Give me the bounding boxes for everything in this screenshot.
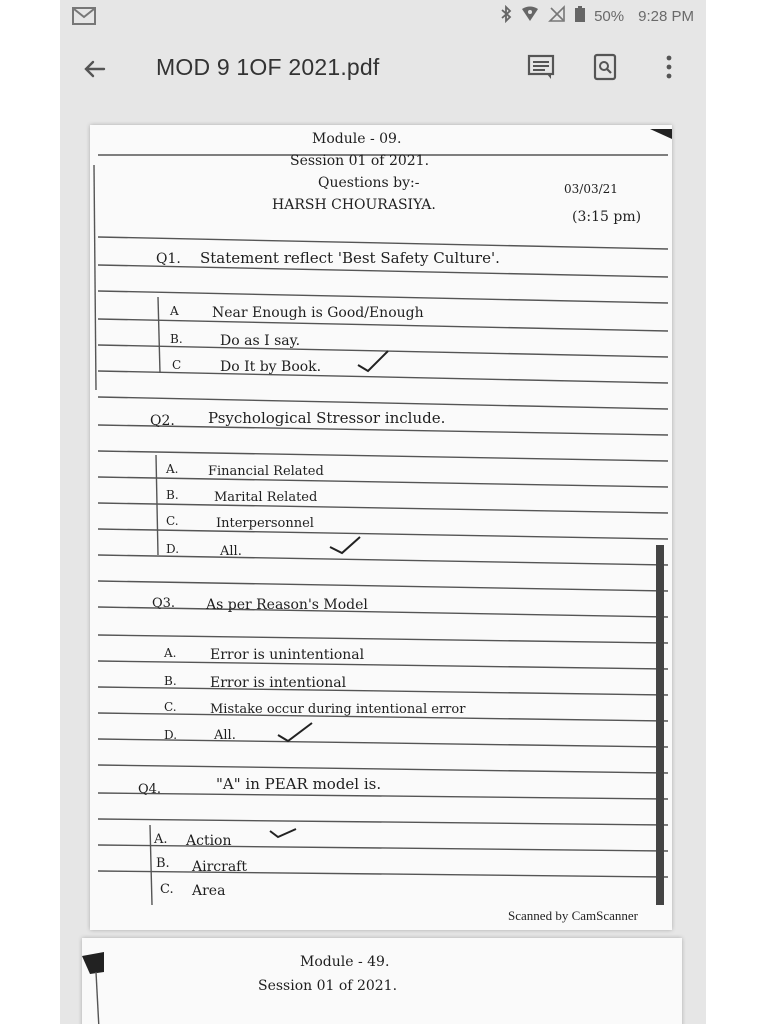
q4-checkmark — [270, 829, 296, 837]
question-3-text: As per Reason's Model — [206, 597, 368, 613]
clock: 9:28 PM — [638, 7, 694, 25]
question-4-text: "A" in PEAR model is. — [216, 775, 382, 793]
left-frame — [0, 0, 60, 1024]
battery-percent: 50% — [594, 7, 625, 25]
q1-option-c-letter: C — [172, 358, 182, 372]
time-note: (3:15 pm) — [572, 209, 642, 225]
author-name: HARSH CHOURASIYA. — [272, 197, 436, 213]
q3-option-b-text: Error is intentional — [210, 675, 347, 691]
q1-option-a-letter: A — [170, 304, 179, 318]
q4-option-c-text: Area — [192, 883, 226, 899]
app-toolbar — [60, 32, 706, 104]
q3-option-c-text: Mistake occur during intentional error — [210, 702, 466, 717]
q4-option-a-letter: A. — [154, 832, 168, 847]
vpn-key-icon — [520, 5, 540, 27]
more-options-button[interactable] — [652, 50, 686, 84]
q4-option-a-text: Action — [186, 833, 232, 849]
document-title: MOD 9 1OF 2021.pdf — [156, 54, 380, 80]
q1-option-c-text: Do It by Book. — [220, 359, 322, 375]
q2-option-c-letter: C. — [166, 514, 179, 528]
q1-checkmark — [358, 351, 388, 371]
q3-option-d-letter: D. — [164, 728, 178, 742]
q3-checkmark — [278, 723, 312, 741]
pdf-page-1[interactable] — [90, 125, 672, 930]
bluetooth-icon — [500, 5, 512, 27]
search-page-icon — [592, 53, 618, 81]
pdf-viewer-app — [60, 0, 706, 1024]
arrow-back-icon — [80, 54, 110, 84]
q2-option-c-text: Interpersonnel — [216, 516, 314, 531]
page-2-session-heading: Session 01 of 2021. — [258, 978, 398, 994]
back-button[interactable] — [80, 54, 110, 84]
q3-option-a-letter: A. — [164, 646, 177, 660]
question-1-text: Statement reflect 'Best Safety Culture'. — [200, 249, 500, 267]
q2-option-a-text: Financial Related — [208, 464, 324, 479]
right-frame — [706, 0, 768, 1024]
q2-option-d-text: All. — [220, 544, 242, 559]
q4-option-c-letter: C. — [160, 882, 174, 897]
question-2-text: Psychological Stressor include. — [208, 409, 446, 427]
q2-option-d-letter: D. — [166, 542, 180, 556]
session-heading: Session 01 of 2021. — [290, 153, 430, 169]
questions-by-label: Questions by:- — [318, 175, 420, 191]
module-heading: Module - 09. — [312, 131, 402, 147]
q4-option-b-text: Aircraft — [192, 859, 247, 875]
question-3-number: Q3. — [152, 596, 176, 611]
q3-option-c-letter: C. — [164, 700, 177, 714]
q3-option-b-letter: B. — [164, 674, 177, 688]
q1-option-b-letter: B. — [170, 332, 183, 346]
question-2-number: Q2. — [150, 413, 175, 429]
pdf-page-2[interactable] — [82, 938, 682, 1024]
q2-option-a-letter: A. — [166, 462, 179, 476]
gmail-icon — [72, 7, 96, 29]
question-4-number: Q4. — [138, 782, 162, 797]
question-1-number: Q1. — [156, 251, 181, 267]
date-note: 03/03/21 — [564, 182, 618, 196]
page-1-canvas — [90, 125, 672, 930]
comment-button[interactable] — [524, 50, 558, 84]
q4-option-b-letter: B. — [156, 856, 170, 871]
status-bar — [60, 0, 706, 32]
no-signal-icon — [548, 5, 566, 27]
page-2-module-heading: Module - 49. — [300, 954, 390, 970]
search-page-button[interactable] — [588, 50, 622, 84]
page-2-canvas — [82, 938, 682, 1024]
q3-option-d-text: All. — [214, 728, 236, 743]
status-indicators — [500, 0, 694, 32]
q1-option-b-text: Do as I say. — [220, 333, 301, 349]
q2-option-b-text: Marital Related — [214, 490, 318, 505]
comment-icon — [527, 54, 555, 80]
q1-option-a-text: Near Enough is Good/Enough — [212, 305, 424, 321]
q2-checkmark — [330, 537, 360, 553]
q3-option-a-text: Error is unintentional — [210, 647, 365, 663]
scanner-watermark: Scanned by CamScanner — [508, 908, 638, 923]
battery-icon — [574, 5, 586, 27]
more-vert-icon — [664, 54, 674, 80]
q2-option-b-letter: B. — [166, 488, 179, 502]
